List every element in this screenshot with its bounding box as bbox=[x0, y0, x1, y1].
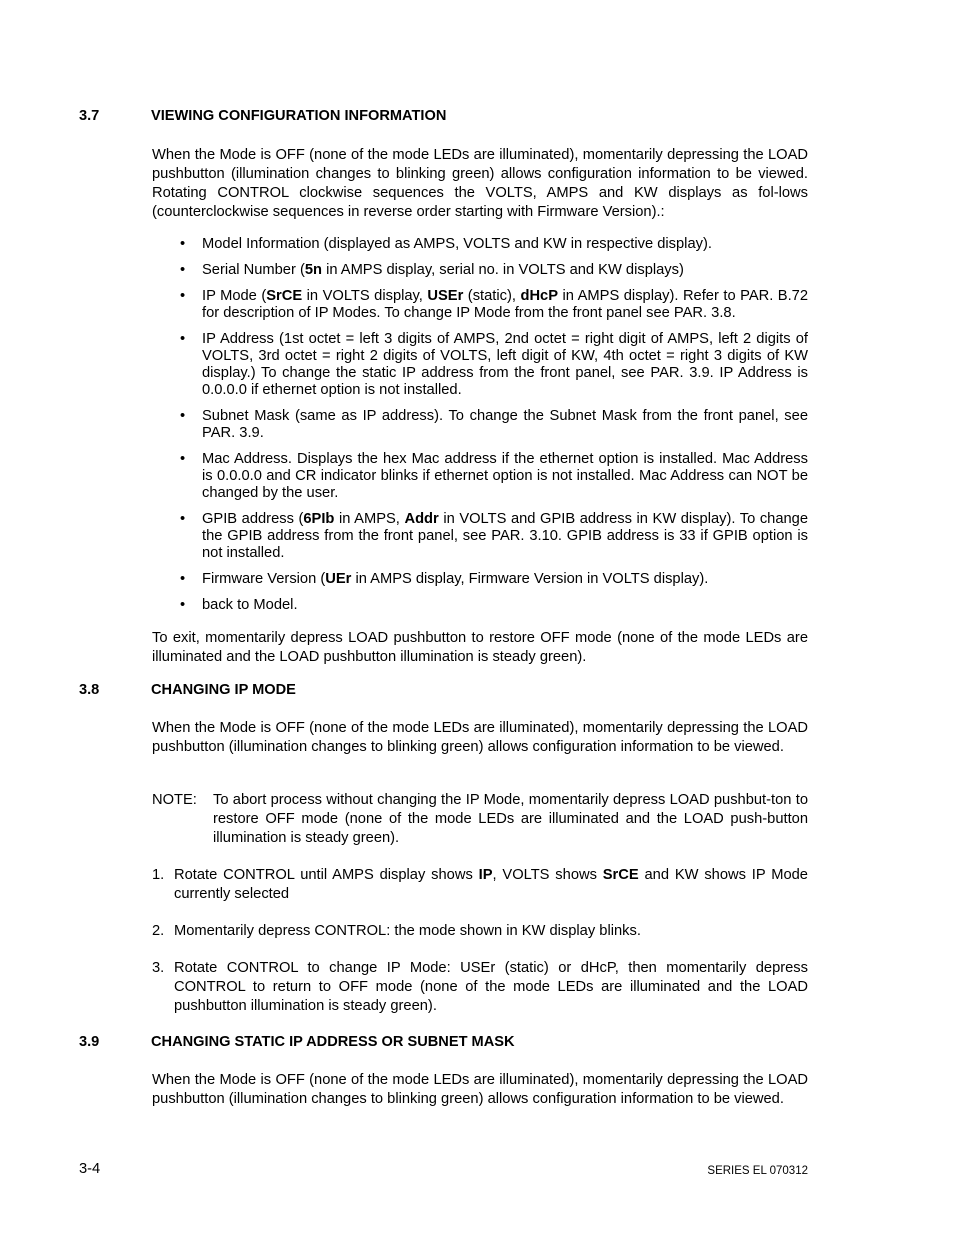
note-text: To abort process without changing the IP Mode, momentarily depress LOAD pushbut-ton to restore OFF mode (none of the mode LEDs are illuminated and the LOAD push-button illumination is steady green). bbox=[213, 792, 808, 846]
section-3-7-intro: When the Mode is OFF (none of the mode LEDs are illuminated), momentarily depressing the LOAD pushbutton (illumination changes to blinking green) allows configuration information to be viewed. Rotating CONTROL clockwise sequences the VOLTS, AMPS and KW displays as fol-lows (counterclockwise sequences in reverse order starting with Firmware Version).: bbox=[152, 147, 808, 220]
list-item: • Model Information (displayed as AMPS, VOLTS and KW in respective display). bbox=[180, 236, 712, 252]
section-heading-3-9 bbox=[79, 1034, 515, 1050]
step-1: 1. Rotate CONTROL until AMPS display shows IP, VOLTS shows SrCE and KW shows IP Mode currently selected bbox=[152, 867, 808, 902]
step-3: 3. Rotate CONTROL to change IP Mode: USEr (static) or dHcP, then momentarily depress CONTROL to return to OFF mode (none of the mode LEDs are illuminated and the LOAD pushbutton illumination is steady green). bbox=[152, 960, 808, 1014]
section-3-7-exit: To exit, momentarily depress LOAD pushbutton to restore OFF mode (none of the mode LEDs are illuminated and the LOAD pushbutton illumination is steady green). bbox=[152, 630, 808, 665]
list-item: • back to Model. bbox=[180, 597, 298, 613]
section-heading-3-8 bbox=[79, 682, 296, 698]
list-item: • IP Address (1st octet = left 3 digits of AMPS, 2nd octet = right digit of AMPS, left 2 digits of VOLTS, 3rd octet = right 2 digits of VOLTS, left digit of KW, 4th octet = right 3 digits of KW display.) To change the static IP address from the front panel, see PAR. 3.9. IP Address is 0.0.0.0 if ethernet option is not installed. bbox=[180, 331, 808, 398]
section-number: 3.7 bbox=[79, 108, 100, 124]
section-number: 3.9 bbox=[79, 1034, 100, 1050]
config-sequence-list bbox=[152, 236, 808, 623]
section-title: CHANGING IP MODE bbox=[151, 682, 296, 698]
section-number: 3.8 bbox=[79, 682, 100, 698]
section-title: CHANGING STATIC IP ADDRESS OR SUBNET MASK bbox=[151, 1034, 515, 1050]
page-number: 3-4 bbox=[79, 1161, 101, 1177]
list-item: • Mac Address. Displays the hex Mac address if the ethernet option is installed. Mac Address is 0.0.0.0 and CR indicator blinks if ethernet option is not installed. Mac Address can NOT be changed by the user. bbox=[180, 451, 808, 501]
list-item: • IP Mode (SrCE in VOLTS display, USEr (static), dHcP in AMPS display). Refer to PAR. B.72 for description of IP Modes. To change IP Mode from the front panel see PAR. 3.8. bbox=[180, 288, 809, 321]
list-item: • Subnet Mask (same as IP address). To change the Subnet Mask from the front panel, see PAR. 3.9. bbox=[180, 408, 808, 441]
section-3-9-intro: When the Mode is OFF (none of the mode LEDs are illuminated), momentarily depressing the LOAD pushbutton (illumination changes to blinking green) allows configuration information to be viewed. bbox=[152, 1072, 808, 1107]
list-item: • Firmware Version (UEr in AMPS display, Firmware Version in VOLTS display). bbox=[180, 571, 709, 587]
section-3-8-intro: When the Mode is OFF (none of the mode LEDs are illuminated), momentarily depressing the LOAD pushbutton (illumination changes to blinking green) allows configuration information to be viewed. bbox=[152, 720, 808, 755]
step-2: 2. Momentarily depress CONTROL: the mode shown in KW display blinks. bbox=[152, 923, 641, 939]
note-label: NOTE: bbox=[152, 792, 197, 808]
section-title: VIEWING CONFIGURATION INFORMATION bbox=[151, 108, 447, 124]
list-item: • Serial Number (5n in AMPS display, serial no. in VOLTS and KW displays) bbox=[180, 262, 684, 278]
note-block bbox=[152, 791, 808, 848]
series-label: SERIES EL 070312 bbox=[707, 1165, 808, 1177]
list-item: • GPIB address (6PIb in AMPS, Addr in VOLTS and GPIB address in KW display). To change the GPIB address from the front panel, see PAR. 3.10. GPIB address is 33 if GPIB option is not installed. bbox=[180, 511, 809, 561]
section-heading-3-7 bbox=[79, 108, 446, 124]
